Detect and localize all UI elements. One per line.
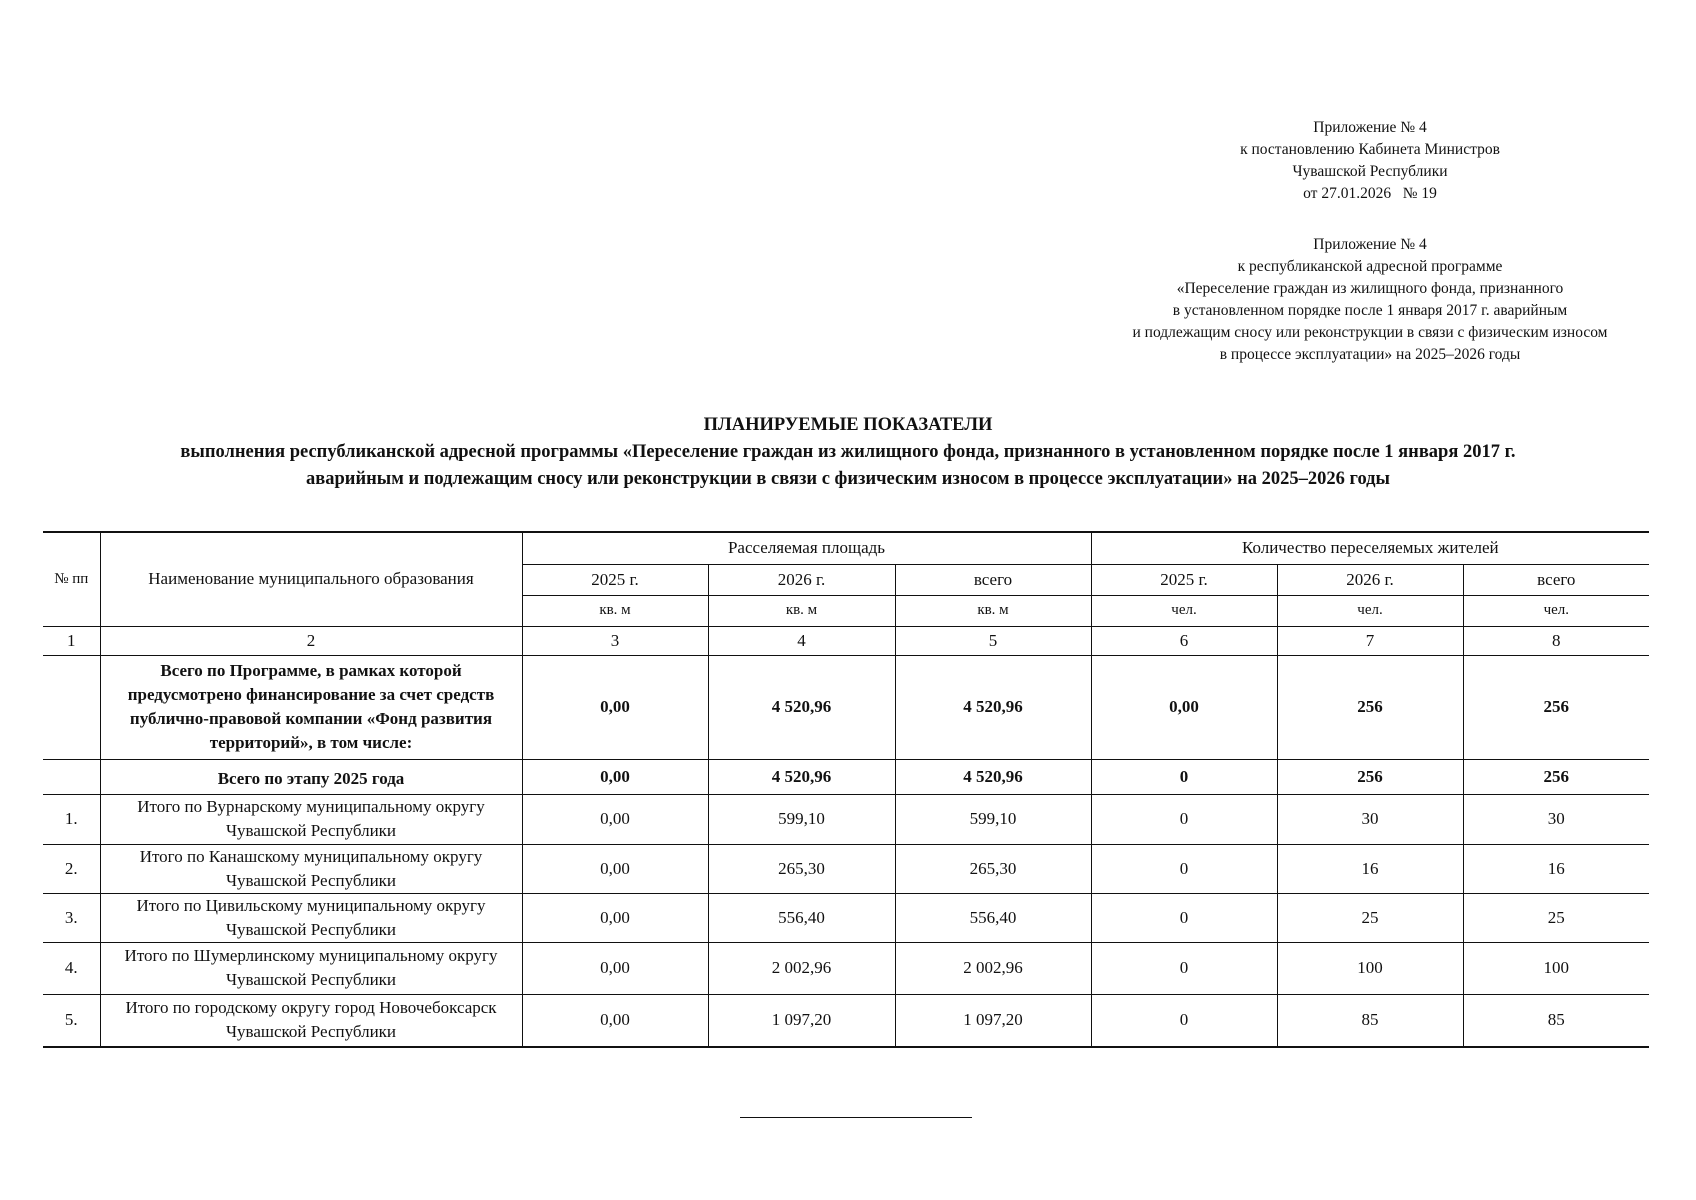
area-2025: 0,00: [522, 942, 708, 994]
people-total: 25: [1463, 893, 1649, 942]
unit-header: кв. м: [708, 595, 895, 626]
title-subline: выполнения республиканской адресной программы «Переселение граждан из жилищного фонда, признанного в установленном порядке после 1 января 2017 г.: [180, 442, 1516, 462]
row-number: 4.: [43, 942, 100, 994]
column-index: 1: [43, 626, 100, 655]
column-index: 7: [1277, 626, 1463, 655]
people-2025: 0: [1091, 942, 1277, 994]
area-total: 265,30: [895, 844, 1091, 893]
people-2025: 0,00: [1091, 655, 1277, 759]
people-total: 85: [1463, 994, 1649, 1047]
people-total: 16: [1463, 844, 1649, 893]
decree-reference: [1170, 117, 1570, 205]
area-total: 2 002,96: [895, 942, 1091, 994]
area-total: 1 097,20: [895, 994, 1091, 1047]
row-number: 5.: [43, 994, 100, 1047]
people-total: 30: [1463, 794, 1649, 844]
people-total: 256: [1463, 759, 1649, 794]
row-name: Итого по Шумерлинскому муниципальному округу Чувашской Республики: [100, 942, 522, 994]
unit-header: чел.: [1277, 595, 1463, 626]
people-2025: 0: [1091, 794, 1277, 844]
program-ref-line: и подлежащим сносу или реконструкции в связи с физическим износом: [1132, 324, 1608, 341]
column-index: 2: [100, 626, 522, 655]
area-total: 4 520,96: [895, 655, 1091, 759]
table-row: [43, 942, 1649, 994]
people-2026: 25: [1277, 893, 1463, 942]
area-2025: 0,00: [522, 759, 708, 794]
title-subline: аварийным и подлежащим сносу или реконструкции в связи с физическим износом в процессе эксплуатации» на 2025–2026 годы: [306, 469, 1390, 489]
program-ref-line: в установленном порядке после 1 января 2017 г. аварийным: [1172, 302, 1568, 319]
table-row: [43, 893, 1649, 942]
table-row-stage-total: [43, 759, 1649, 794]
program-ref-line: к республиканской адресной программе: [1237, 258, 1503, 275]
people-2026: 256: [1277, 655, 1463, 759]
program-ref-line: «Переселение граждан из жилищного фонда, признанного: [1176, 280, 1564, 297]
group-header-people: Количество переселяемых жителей: [1091, 532, 1649, 564]
people-2025: 0: [1091, 893, 1277, 942]
row-name: Итого по Цивильскому муниципальному округу Чувашской Республики: [100, 893, 522, 942]
people-total: 100: [1463, 942, 1649, 994]
col-header-name: Наименование муниципального образования: [100, 532, 522, 626]
people-2025: 0: [1091, 994, 1277, 1047]
area-2025: 0,00: [522, 844, 708, 893]
area-2026: 2 002,96: [708, 942, 895, 994]
column-index: 6: [1091, 626, 1277, 655]
unit-header: чел.: [1463, 595, 1649, 626]
area-2026: 4 520,96: [708, 759, 895, 794]
area-total: 599,10: [895, 794, 1091, 844]
unit-header: кв. м: [522, 595, 708, 626]
row-name: Всего по этапу 2025 года: [100, 759, 522, 794]
people-2026: 16: [1277, 844, 1463, 893]
program-reference: [1060, 234, 1680, 366]
year-header: 2025 г.: [522, 564, 708, 595]
column-index: 4: [708, 626, 895, 655]
row-name: Итого по Канашскому муниципальному округу Чувашской Республики: [100, 844, 522, 893]
table-row: [43, 994, 1649, 1047]
area-2026: 599,10: [708, 794, 895, 844]
unit-header: чел.: [1091, 595, 1277, 626]
col-header-number: № пп: [43, 532, 100, 626]
year-header: 2025 г.: [1091, 564, 1277, 595]
group-header-area: Расселяемая площадь: [522, 532, 1091, 564]
table-row-program-total: [43, 655, 1649, 759]
unit-header: кв. м: [895, 595, 1091, 626]
area-total: 4 520,96: [895, 759, 1091, 794]
program-appendix-label: Приложение № 4: [1313, 236, 1427, 253]
column-index: 5: [895, 626, 1091, 655]
people-2026: 256: [1277, 759, 1463, 794]
title-heading: ПЛАНИРУЕМЫЕ ПОКАЗАТЕЛИ: [703, 415, 993, 435]
document-title: [40, 412, 1656, 493]
indicators-table: [43, 531, 1649, 1048]
row-number: 2.: [43, 844, 100, 893]
people-2026: 30: [1277, 794, 1463, 844]
row-number: [43, 759, 100, 794]
area-2025: 0,00: [522, 794, 708, 844]
area-2026: 1 097,20: [708, 994, 895, 1047]
column-index: 3: [522, 626, 708, 655]
people-total: 256: [1463, 655, 1649, 759]
year-header: всего: [1463, 564, 1649, 595]
area-2025: 0,00: [522, 893, 708, 942]
program-ref-line: в процессе эксплуатации» на 2025–2026 годы: [1219, 346, 1521, 363]
people-2026: 100: [1277, 942, 1463, 994]
appendix-label: Приложение № 4: [1313, 119, 1427, 136]
row-number: 3.: [43, 893, 100, 942]
decree-region: Чувашской Республики: [1292, 163, 1448, 180]
column-index: 8: [1463, 626, 1649, 655]
decree-date-number: от 27.01.2026 № 19: [1303, 185, 1437, 202]
area-2026: 265,30: [708, 844, 895, 893]
table-row: [43, 794, 1649, 844]
closing-divider: [740, 1117, 972, 1118]
decree-issuer: к постановлению Кабинета Министров: [1240, 141, 1500, 158]
year-header: 2026 г.: [1277, 564, 1463, 595]
people-2026: 85: [1277, 994, 1463, 1047]
people-2025: 0: [1091, 759, 1277, 794]
people-2025: 0: [1091, 844, 1277, 893]
row-name: Всего по Программе, в рамках которой предусмотрено финансирование за счет средств публично-правовой компании «Фонд развития территорий», в том числе:: [100, 655, 522, 759]
area-2025: 0,00: [522, 994, 708, 1047]
row-name: Итого по Вурнарскому муниципальному округу Чувашской Республики: [100, 794, 522, 844]
row-name: Итого по городскому округу город Новочебоксарск Чувашской Республики: [100, 994, 522, 1047]
table-row: [43, 844, 1649, 893]
year-header: всего: [895, 564, 1091, 595]
area-2025: 0,00: [522, 655, 708, 759]
area-total: 556,40: [895, 893, 1091, 942]
area-2026: 4 520,96: [708, 655, 895, 759]
row-number: 1.: [43, 794, 100, 844]
area-2026: 556,40: [708, 893, 895, 942]
row-number: [43, 655, 100, 759]
year-header: 2026 г.: [708, 564, 895, 595]
